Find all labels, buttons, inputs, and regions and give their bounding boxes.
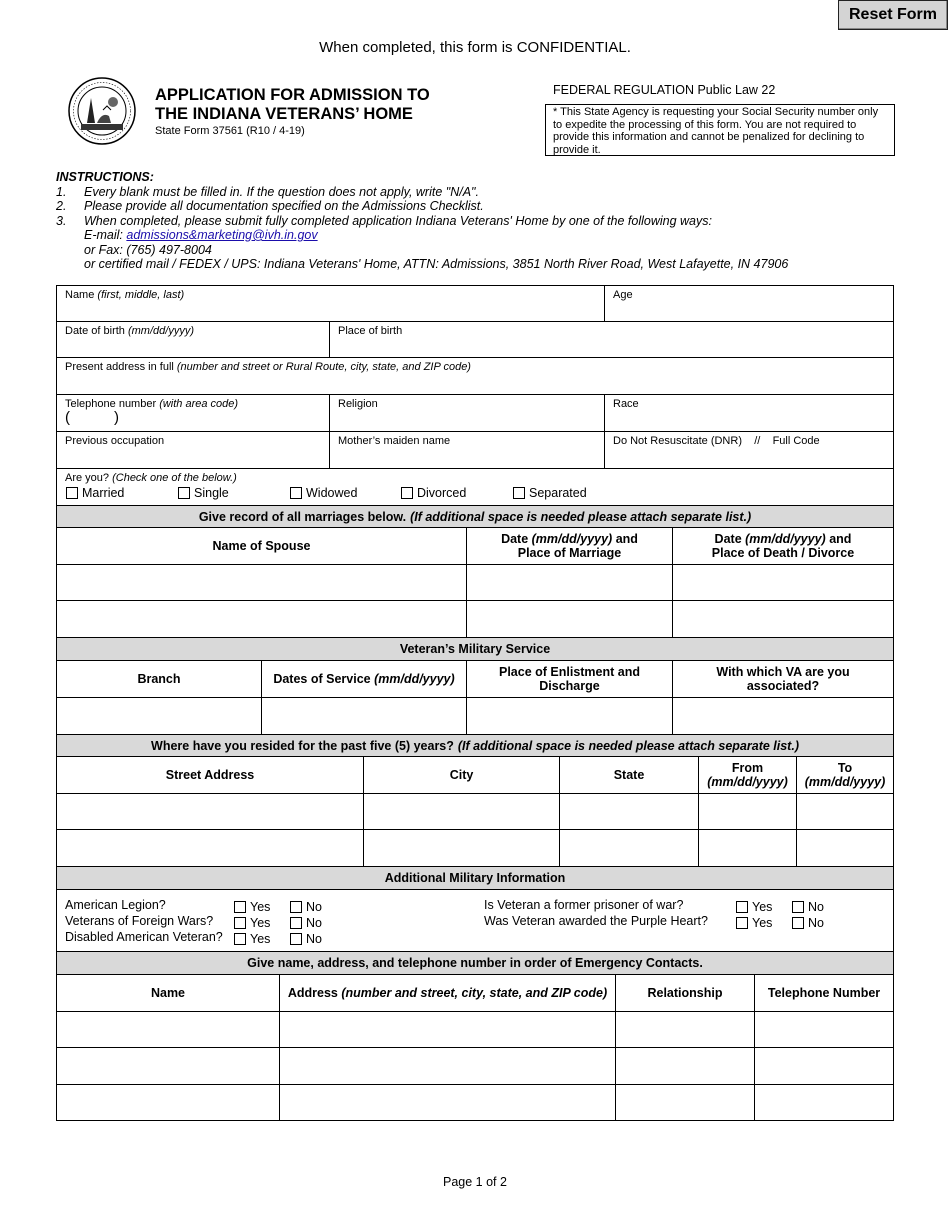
question-american-legion: American Legion? <box>65 898 166 912</box>
instructions-heading: INSTRUCTIONS: <box>56 170 154 184</box>
instruction-item: 2. Please provide all documentation specified on the Admissions Checklist. <box>56 199 484 213</box>
marriage-date-cell[interactable] <box>466 564 673 601</box>
contact-phone-cell[interactable] <box>754 1084 894 1121</box>
col-header-state: State <box>559 756 699 794</box>
enlistment-cell[interactable] <box>466 697 673 735</box>
contact-address-cell[interactable] <box>279 1084 616 1121</box>
contact-phone-cell[interactable] <box>754 1047 894 1085</box>
city-cell[interactable] <box>363 829 560 867</box>
checkbox[interactable] <box>290 901 302 913</box>
contact-relationship-cell[interactable] <box>615 1084 755 1121</box>
question-dav: Disabled American Veteran? <box>65 930 223 944</box>
marital-option-divorced[interactable]: Divorced <box>401 484 466 502</box>
race-field[interactable]: Race <box>604 394 894 432</box>
from-cell[interactable] <box>698 829 797 867</box>
question-purple-heart: Was Veteran awarded the Purple Heart? <box>484 914 708 928</box>
marriages-section-bar: Give record of all marriages below. (If additional space is needed please attach separate list.) <box>56 505 894 528</box>
marital-option-separated[interactable]: Separated <box>513 484 587 502</box>
street-cell[interactable] <box>56 793 364 830</box>
contact-address-cell[interactable] <box>279 1011 616 1048</box>
city-cell[interactable] <box>363 793 560 830</box>
marital-option-married[interactable]: Married <box>66 484 124 502</box>
dav-yes[interactable]: Yes <box>234 930 270 948</box>
marriage-date-cell[interactable] <box>466 600 673 638</box>
col-header-contact-name: Name <box>56 974 280 1012</box>
marital-status: Are you? (Check one of the below.) Married Single Widowed Divorced Separated <box>56 468 894 506</box>
contact-name-cell[interactable] <box>56 1084 280 1121</box>
occupation-field[interactable]: Previous occupation <box>56 431 330 469</box>
phone-field[interactable]: Telephone number (with area code) ( ) <box>56 394 330 432</box>
phone-paren-close: ) <box>114 409 119 426</box>
checkbox[interactable] <box>234 917 246 929</box>
emergency-section-bar: Give name, address, and telephone number in order of Emergency Contacts. <box>56 951 894 975</box>
checkbox[interactable] <box>234 933 246 945</box>
american-legion-no[interactable]: No <box>290 898 322 916</box>
col-header-city: City <box>363 756 560 794</box>
col-header-branch: Branch <box>56 660 262 698</box>
fax-line: or Fax: (765) 497-8004 <box>84 242 212 257</box>
question-vfw: Veterans of Foreign Wars? <box>65 914 214 928</box>
checkbox[interactable] <box>736 901 748 913</box>
col-header-telephone: Telephone Number <box>754 974 894 1012</box>
contact-name-cell[interactable] <box>56 1047 280 1085</box>
checkbox[interactable] <box>66 487 78 499</box>
form-number: State Form 37561 (R10 / 4-19) <box>155 125 305 137</box>
checkbox[interactable] <box>290 933 302 945</box>
vfw-yes[interactable]: Yes <box>234 914 270 932</box>
instruction-item: 3. When completed, please submit fully completed application Indiana Veterans' Home by one of the following ways: <box>56 213 712 228</box>
mail-line: or certified mail / FEDEX / UPS: Indiana Veterans' Home, ATTN: Admissions, 3851 North River Road, West Lafayette, IN 47906 <box>84 257 789 271</box>
checkbox[interactable] <box>792 901 804 913</box>
email-label: E-mail: <box>84 228 127 242</box>
checkbox[interactable] <box>401 487 413 499</box>
address-field[interactable]: Present address in full (number and street or Rural Route, city, state, and ZIP code) <box>56 357 894 395</box>
checkbox[interactable] <box>234 901 246 913</box>
checkbox[interactable] <box>792 917 804 929</box>
phone-paren-open: ( <box>65 409 70 426</box>
col-header-enlistment: Place of Enlistment and Discharge <box>466 660 673 698</box>
col-header-street: Street Address <box>56 756 364 794</box>
form-title-line2: THE INDIANA VETERANS’ HOME <box>155 105 413 123</box>
state-cell[interactable] <box>559 829 699 867</box>
name-field[interactable]: Name (first, middle, last) <box>56 285 605 322</box>
instructions <box>56 170 916 272</box>
to-cell[interactable] <box>796 829 894 867</box>
to-cell[interactable] <box>796 793 894 830</box>
reset-form-button[interactable]: Reset Form <box>838 0 948 30</box>
col-header-to: To (mm/dd/yyyy) <box>796 756 894 794</box>
contact-address-cell[interactable] <box>279 1047 616 1085</box>
purple-heart-yes[interactable]: Yes <box>736 914 772 932</box>
col-header-relationship: Relationship <box>615 974 755 1012</box>
confidential-notice: When completed, this form is CONFIDENTIAL. <box>319 39 631 56</box>
checkbox[interactable] <box>290 487 302 499</box>
spouse-name-cell[interactable] <box>56 600 467 638</box>
col-header-va: With which VA are you associated? <box>672 660 894 698</box>
dav-no[interactable]: No <box>290 930 322 948</box>
page-number: Page 1 of 2 <box>443 1175 507 1189</box>
age-field[interactable]: Age <box>604 285 894 322</box>
residence-section-bar: Where have you resided for the past five (5) years? (If additional space is needed please attach separate list.) <box>56 734 894 757</box>
death-divorce-cell[interactable] <box>672 600 894 638</box>
checkbox[interactable] <box>178 487 190 499</box>
question-pow: Is Veteran a former prisoner of war? <box>484 898 684 912</box>
marital-option-widowed[interactable]: Widowed <box>290 484 357 502</box>
checkbox[interactable] <box>736 917 748 929</box>
va-cell[interactable] <box>672 697 894 735</box>
contact-relationship-cell[interactable] <box>615 1047 755 1085</box>
branch-cell[interactable] <box>56 697 262 735</box>
additional-military-bar: Additional Military Information <box>56 866 894 890</box>
religion-field[interactable]: Religion <box>329 394 605 432</box>
purple-heart-no[interactable]: No <box>792 914 824 932</box>
checkbox[interactable] <box>513 487 525 499</box>
dnr-field[interactable]: Do Not Resuscitate (DNR) // Full Code <box>604 431 894 469</box>
dob-field[interactable]: Date of birth (mm/dd/yyyy) <box>56 321 330 358</box>
state-cell[interactable] <box>559 793 699 830</box>
maiden-name-field[interactable]: Mother’s maiden name <box>329 431 605 469</box>
contact-name-cell[interactable] <box>56 1011 280 1048</box>
pob-field[interactable]: Place of birth <box>329 321 894 358</box>
death-divorce-cell[interactable] <box>672 564 894 601</box>
federal-regulation: FEDERAL REGULATION Public Law 22 <box>553 83 776 97</box>
email-link[interactable]: admissions&marketing@ivh.in.gov <box>126 228 318 242</box>
checkbox[interactable] <box>290 917 302 929</box>
col-header-spouse-name: Name of Spouse <box>56 527 467 565</box>
form-title-line1: APPLICATION FOR ADMISSION TO <box>155 86 430 104</box>
military-section-bar: Veteran’s Military Service <box>56 637 894 661</box>
state-seal-icon <box>67 76 137 146</box>
marital-option-single[interactable]: Single <box>178 484 229 502</box>
street-cell[interactable] <box>56 829 364 867</box>
vfw-no[interactable]: No <box>290 914 322 932</box>
contact-relationship-cell[interactable] <box>615 1011 755 1048</box>
col-header-service-dates: Dates of Service (mm/dd/yyyy) <box>261 660 467 698</box>
instruction-item: 1. Every blank must be filled in. If the question does not apply, write "N/A". <box>56 184 479 199</box>
col-header-from: From (mm/dd/yyyy) <box>698 756 797 794</box>
spouse-name-cell[interactable] <box>56 564 467 601</box>
american-legion-yes[interactable]: Yes <box>234 898 270 916</box>
contact-phone-cell[interactable] <box>754 1011 894 1048</box>
pow-no[interactable]: No <box>792 898 824 916</box>
additional-military-box <box>56 889 894 952</box>
col-header-contact-address: Address (number and street, city, state, and ZIP code) <box>279 974 616 1012</box>
service-dates-cell[interactable] <box>261 697 467 735</box>
col-header-marriage-date: Date (mm/dd/yyyy) and Place of Marriage <box>466 527 673 565</box>
pow-yes[interactable]: Yes <box>736 898 772 916</box>
from-cell[interactable] <box>698 793 797 830</box>
ssn-notice: * This State Agency is requesting your Social Security number only to expedite the processing of this form. You are not required to provide this information and cannot be penalized for declining to provide it. <box>545 104 895 156</box>
col-header-death-divorce: Date (mm/dd/yyyy) and Place of Death / Divorce <box>672 527 894 565</box>
